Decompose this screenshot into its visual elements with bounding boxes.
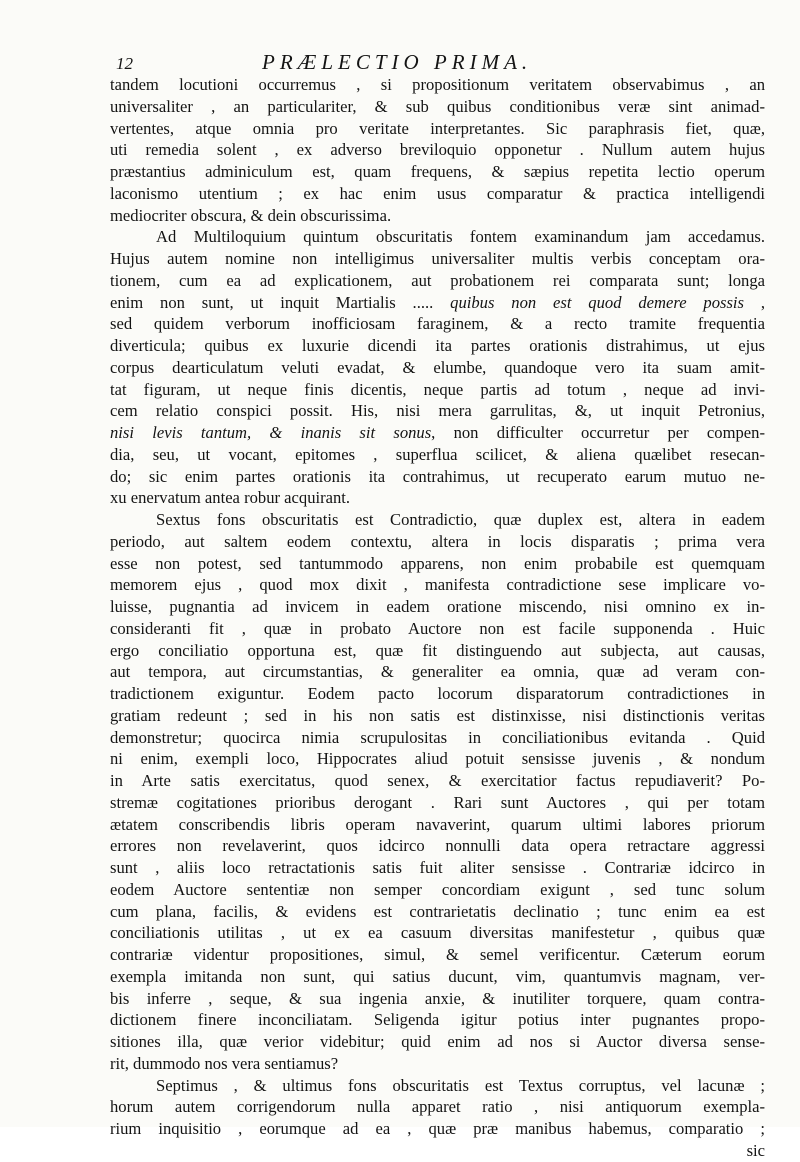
text-run: laconismo utentium ; ex hac enim usus comparatur & practica intelligendi xyxy=(110,183,765,203)
text-run: luisse, pugnantia ad invicem in eadem oratione miscendo, nisi omnino ex in- xyxy=(110,597,765,616)
text-line xyxy=(110,161,765,183)
text-line xyxy=(110,705,765,727)
text-run: , xyxy=(744,292,765,312)
text-run: enim non sunt, ut inquit Martialis ..... xyxy=(110,292,451,312)
text-line xyxy=(110,727,765,749)
text-run: dictionem finere inconciliatam. Seligenda igitur potius inter pugnantes propo- xyxy=(110,1010,765,1030)
text-run: universaliter , an particulariter, & sub quibus conditionibus veræ sint animad- xyxy=(110,96,765,116)
text-run: ergo conciliatio opportuna est, quæ fit distinguendo aut subjecta, aut causas, xyxy=(110,640,765,660)
text-line xyxy=(110,640,765,662)
text-run: rium inquisitio , eorumque ad ea , quæ præ manibus habemus, comparatio ; xyxy=(110,1119,765,1138)
text-line xyxy=(110,748,765,770)
text-line xyxy=(110,74,765,96)
text-line xyxy=(110,422,765,444)
text-line xyxy=(110,444,765,466)
italic-quotation: nisi levis tantum, & inanis sit sonus xyxy=(110,423,432,442)
text-run: sunt , aliis loco retractationis satis fuit aliter sensisse . Contrariæ idcirco in xyxy=(110,858,765,877)
text-run: sed quidem verborum inofficiosam faraginem, & a recto tramite frequentia xyxy=(110,314,765,334)
text-run: exempla imitanda non sunt, qui satius ducunt, vim, quantumvis magnam, ver- xyxy=(110,966,765,986)
text-run: esse non potest, sed tantummodo apparens, non enim probabile est quemquam xyxy=(110,553,765,573)
page-number: 12 xyxy=(116,54,133,73)
text-line xyxy=(110,879,765,901)
text-run: stremæ cogitationes prioribus derogant . Rari sunt Auctores , qui per totam xyxy=(110,792,765,812)
text-line xyxy=(110,770,765,792)
text-run: errores non revelaverint, quos idcirco nonnulli data opera retractare aggressi xyxy=(110,836,765,856)
text-run: tandem locutioni occurremus , si propositionum veritatem observabimus , an xyxy=(110,75,765,94)
text-line xyxy=(110,814,765,836)
text-line xyxy=(110,857,765,879)
text-run: tradictionem exiguntur. Eodem pacto locorum disparatorum contradictiones in xyxy=(110,684,765,703)
text-run: aut tempora, aut circumstantias, & generaliter ea omnia, quæ ad veram con- xyxy=(110,662,765,682)
running-head xyxy=(0,50,800,74)
text-line xyxy=(110,574,765,596)
text-run: ni enim, exempli loco, Hippocrates aliud potuit sensisse juvenis , & nondum xyxy=(110,749,765,769)
text-line xyxy=(110,226,765,248)
text-line xyxy=(110,901,765,923)
text-line xyxy=(110,139,765,161)
text-run: eodem Auctore sententiæ non semper concordiam exigunt , sed tunc solum xyxy=(110,879,765,899)
text-run: sitiones illa, quæ verior videbitur; quid enim ad nos si Auctor diversa sense- xyxy=(110,1032,765,1051)
text-run: cum plana, facilis, & evidens est contrarietatis declinatio ; tunc enim ea est xyxy=(110,901,765,921)
italic-quotation: quibus non est quod demere possis xyxy=(450,292,744,312)
text-run: gratiam redeunt ; sed in his non satis est distinxisse, nisi distinctionis veritas xyxy=(110,705,765,725)
text-line xyxy=(110,792,765,814)
text-line xyxy=(110,1053,765,1075)
text-line xyxy=(110,466,765,488)
text-run: præstantius adminiculum est, quam frequens, & sæpius repetita lectio operum xyxy=(110,162,765,181)
text-line xyxy=(110,96,765,118)
text-run: Septimus , & ultimus fons obscuritatis est Textus corruptus, vel lacunæ ; xyxy=(156,1075,765,1095)
text-run: consideranti fit , quæ in probato Auctore non est facile supponenda . Huic xyxy=(110,618,765,638)
text-line xyxy=(110,1118,765,1140)
text-run: ætatem conscribendis libris operam navaverint, quarum ultimi labores priorum xyxy=(110,814,765,834)
text-line xyxy=(110,205,765,227)
text-line xyxy=(110,270,765,292)
text-run: Hujus autem nomine non intelligimus universaliter multis verbis conceptam ora- xyxy=(110,249,765,268)
text-run: tat figuram, ut neque finis dicentis, neque partis ad totum , neque ad invi- xyxy=(110,379,765,399)
text-run: horum autem corrigendorum nulla apparet ratio , nisi antiquorum exempla- xyxy=(110,1097,765,1117)
text-line xyxy=(110,335,765,357)
text-line xyxy=(110,988,765,1010)
text-line xyxy=(110,1031,765,1053)
text-run: xu enervatum antea robur acquirant. xyxy=(110,488,351,508)
text-line xyxy=(110,553,765,575)
text-line xyxy=(110,379,765,401)
text-line xyxy=(110,183,765,205)
text-run: dia, seu, ut vocant, epitomes , superflua scilicet, & aliena quælibet resecan- xyxy=(110,444,765,464)
text-line xyxy=(110,1009,765,1031)
text-line xyxy=(110,248,765,270)
text-run: periodo, aut saltem eodem contextu, altera in locis disparatis ; prima vera xyxy=(110,531,765,551)
text-run: Sextus fons obscuritatis est Contradictio, quæ duplex est, altera in eadem xyxy=(156,510,765,529)
text-line xyxy=(110,618,765,640)
text-line xyxy=(110,966,765,988)
text-run: conciliationis utilitas , ut ex ea casuum diversitas manifestetur , quibus quæ xyxy=(110,923,765,943)
text-run: mediocriter obscura, & dein obscurissima. xyxy=(110,205,392,225)
text-line xyxy=(110,487,765,509)
text-line xyxy=(110,509,765,531)
text-run: in Arte satis exercitatus, quod senex, & exercitatior factus repudiaverit? Po- xyxy=(110,771,765,790)
text-line xyxy=(110,661,765,683)
body-text xyxy=(110,74,765,1162)
text-line xyxy=(110,313,765,335)
text-line xyxy=(110,1075,765,1097)
text-line xyxy=(110,835,765,857)
text-line xyxy=(110,357,765,379)
text-run: diverticula; quibus ex luxurie dicendi ita partes orationis distrahimus, ut ejus xyxy=(110,336,765,355)
text-run: uti remedia solent , ex adverso breviloquio opponetur . Nullum autem hujus xyxy=(110,140,765,160)
text-run: vertentes, atque omnia pro veritate interpretantes. Sic paraphrasis fiet, quæ, xyxy=(110,118,765,138)
text-line xyxy=(110,944,765,966)
catchword: sic xyxy=(746,1140,765,1160)
text-line xyxy=(110,922,765,944)
text-run: corpus dearticulatum veluti evadat, & elumbe, quandoque vero ita suam amit- xyxy=(110,357,765,377)
text-line xyxy=(110,118,765,140)
text-run: rit, dummodo nos vera sentiamus? xyxy=(110,1053,339,1073)
text-line xyxy=(110,683,765,705)
text-run: contrariæ videntur propositiones, simul, & semel verificentur. Cæterum eorum xyxy=(110,945,765,964)
text-line xyxy=(110,1096,765,1118)
text-run: bis inferre , seque, & sua ingenia anxie, & inutiliter torquere, quam contra- xyxy=(110,988,765,1008)
text-run: Ad Multiloquium quintum obscuritatis fontem examinandum jam accedamus. xyxy=(156,227,765,247)
text-line xyxy=(110,596,765,618)
text-line xyxy=(110,292,765,314)
text-run: demonstretur; quocirca nimia scrupulositas in conciliationibus evitanda . Quid xyxy=(110,727,765,747)
text-line xyxy=(110,400,765,422)
header-title: PRÆLECTIO PRIMA. xyxy=(262,50,533,74)
text-run: , non difficulter occurretur per compen- xyxy=(431,423,765,442)
text-run: memorem ejus , quod mox dixit , manifesta contradictione sese implicare vo- xyxy=(110,575,765,595)
text-run: cem relatio conspici possit. His, nisi mera garrulitas, &, ut inquit Petronius, xyxy=(110,401,765,421)
text-line xyxy=(110,531,765,553)
text-run: do; sic enim partes orationis ita contrahimus, ut recuperato earum mutuo ne- xyxy=(110,466,765,486)
text-run: tionem, cum ea ad explicationem, aut probationem rei comparata sunt; longa xyxy=(110,270,765,290)
